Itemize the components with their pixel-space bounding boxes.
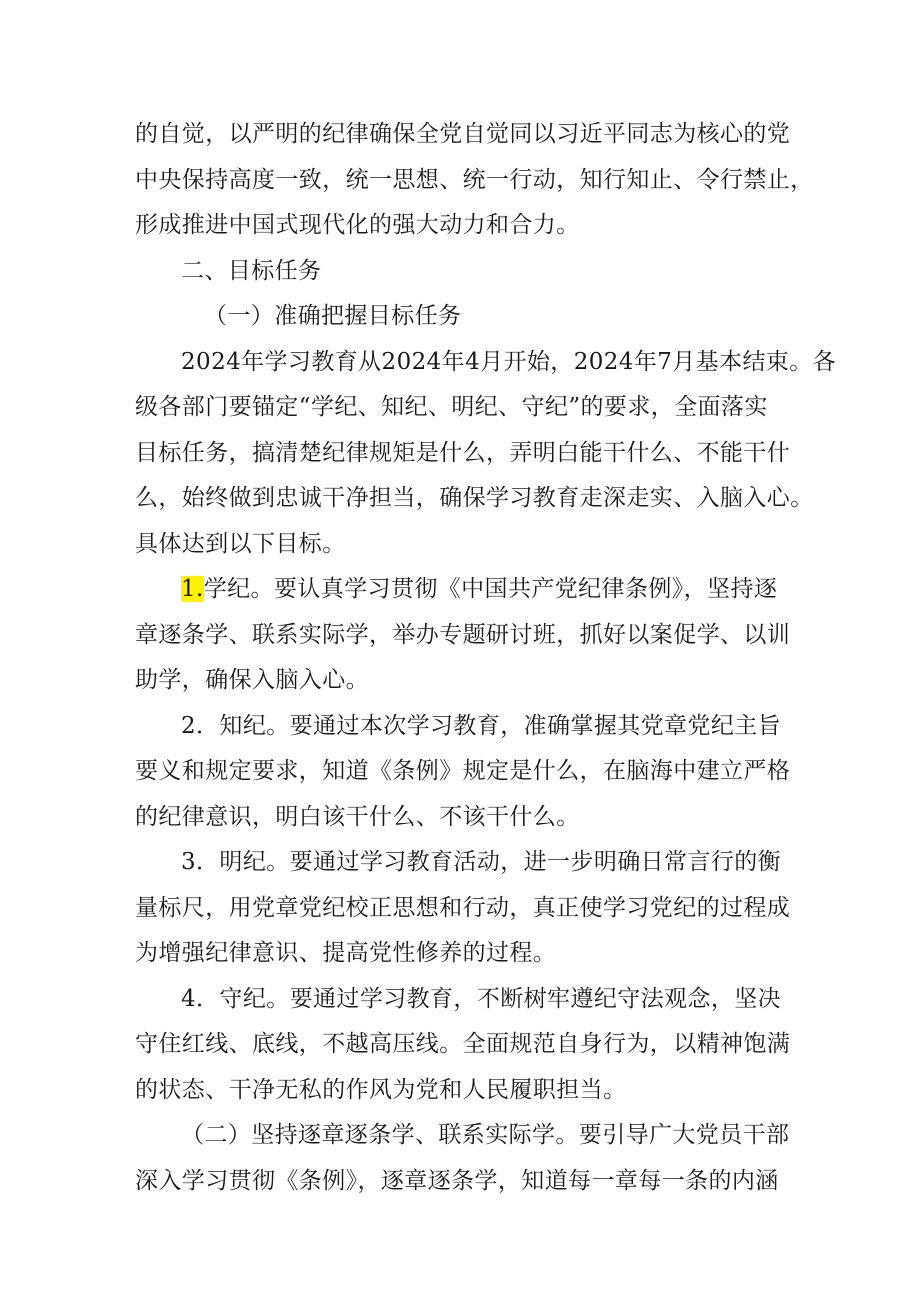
paragraph-line: 为增强纪律意识、提高党性修养的过程。 (135, 940, 557, 966)
section-heading: 二、目标任务 (181, 257, 322, 284)
subsection-heading: （一）准确把握目标任务 (204, 303, 462, 329)
paragraph-line: 具体达到以下目标。 (135, 530, 346, 557)
highlighted-marker: 1. (181, 576, 204, 602)
paragraph-line: 守住红线、底线，不越高压线。全面规范自身行为，以精神饱满 (135, 1031, 791, 1057)
list-item-3: 3．明纪。要通过学习教育活动，进一步明确日常言行的衡 (181, 849, 782, 875)
subsection-heading: （二）坚持逐章逐条学、联系实际学。要引导广大党员干部 (181, 1122, 790, 1148)
list-item-2: 2．知纪。要通过本次学习教育，准确掌握其党章党纪主旨 (181, 712, 782, 739)
paragraph-line: 的纪律意识，明白该干什么、不该干什么。 (135, 803, 580, 830)
paragraph-line: 级各部门要锚定“学纪、知纪、明纪、守纪”的要求，全面落实 (135, 394, 768, 420)
paragraph-line: 么，始终做到忠诚干净担当，确保学习教育走深走实、入脑入心。 (135, 485, 814, 511)
paragraph-line: 目标任务，搞清楚纪律规矩是什么，弄明白能干什么、不能干什 (135, 439, 791, 466)
list-item-text: 学纪。要认真学习贯彻《中国共产党纪律条例》，坚持逐 (203, 576, 778, 602)
paragraph-line: 要义和规定要求，知道《条例》规定是什么，在脑海中建立严格 (135, 758, 791, 784)
list-item-4: 4．守纪。要通过学习教育，不断树牢遵纪守法观念，坚决 (181, 985, 782, 1012)
paragraph-line: 助学，确保入脑入心。 (135, 667, 369, 693)
document-body (135, 112, 837, 1204)
paragraph-line: 的状态、干净无私的作风为党和人民履职担当。 (135, 1076, 627, 1103)
list-item-1 (135, 567, 795, 613)
paragraph-line: 量标尺，用党章党纪校正思想和行动，真正使学习党纪的过程成 (135, 894, 791, 921)
paragraph-line: 形成推进中国式现代化的强大动力和合力。 (135, 212, 580, 238)
paragraph-line: 深入学习贯彻《条例》，逐章逐条学，知道每一章每一条的内涵 (135, 1167, 779, 1194)
paragraph-line: 中央保持高度一致，统一思想、统一行动，知行知止、令行禁止， (135, 166, 814, 193)
paragraph-line: 2024年学习教育从2024年4月开始，2024年7月基本结束。各 (181, 348, 837, 375)
paragraph-line: 章逐条学、联系实际学，举办专题研讨班，抓好以案促学、以训 (135, 621, 791, 648)
paragraph-line: 的自觉，以严明的纪律确保全党自觉同以习近平同志为核心的党 (135, 121, 791, 147)
